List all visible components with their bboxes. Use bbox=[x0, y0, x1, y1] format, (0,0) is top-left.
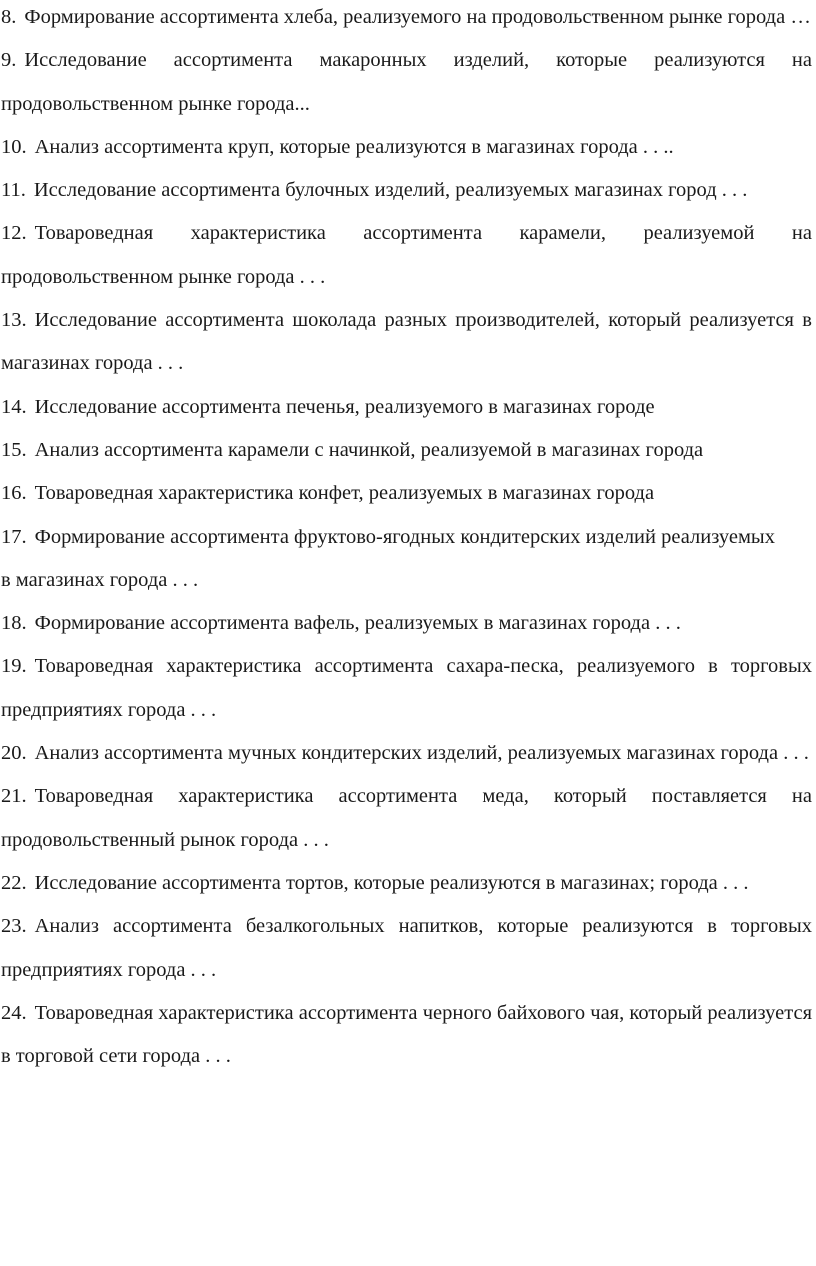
item-text: Анализ ассортимента карамели с начинкой, реализуемой в магазинах города bbox=[34, 438, 704, 461]
item-text: Исследование ассортимента тортов, которые реализуются в магазинах; города . . . bbox=[34, 871, 749, 894]
list-item bbox=[1, 0, 812, 39]
item-number: 21. bbox=[1, 785, 27, 808]
list-item bbox=[1, 862, 812, 905]
item-text: Товароведная характеристика конфет, реализуемых в магазинах города bbox=[34, 482, 655, 505]
item-text: Анализ ассортимента круп, которые реализуются в магазинах города . . .. bbox=[34, 135, 674, 158]
item-number: 20. bbox=[1, 742, 27, 765]
list-item bbox=[1, 775, 812, 862]
item-number: 9. bbox=[1, 49, 17, 72]
list-item bbox=[1, 602, 812, 645]
item-text: Формирование ассортимента вафель, реализуемых в магазинах города . . . bbox=[34, 612, 681, 635]
item-number: 8. bbox=[1, 6, 17, 28]
list-item bbox=[1, 169, 812, 212]
item-text: Анализ ассортимента безалкогольных напитков, которые реализуются в торговых предприятиях города . . . bbox=[1, 915, 812, 981]
item-text: Товароведная характеристика ассортимента карамели, реализуемой на продовольственном рынке города . . . bbox=[1, 222, 812, 288]
item-number: 14. bbox=[1, 395, 27, 418]
item-number: 23. bbox=[1, 915, 27, 938]
list-item bbox=[1, 299, 812, 386]
topic-list bbox=[1, 0, 812, 1078]
item-number: 15. bbox=[1, 438, 27, 461]
item-text: Исследование ассортимента булочных изделий, реализуемых магазинах город . . . bbox=[33, 179, 748, 202]
list-item bbox=[1, 905, 812, 992]
item-number: 10. bbox=[1, 135, 27, 158]
list-item bbox=[1, 126, 812, 169]
item-number: 16. bbox=[1, 482, 27, 505]
item-number: 17. bbox=[1, 525, 27, 548]
item-number: 22. bbox=[1, 871, 27, 894]
item-number: 18. bbox=[1, 612, 27, 635]
item-text: Формирование ассортимента хлеба, реализуемого на продовольственном рынке города … bbox=[24, 6, 811, 28]
item-text: Товароведная характеристика ассортимента черного байхового чая, который реализуется в торговой сети города . . . bbox=[1, 1001, 812, 1068]
item-text: Анализ ассортимента мучных кондитерских изделий, реализуемых магазинах города . . . bbox=[34, 742, 809, 765]
list-item bbox=[1, 39, 812, 126]
list-item bbox=[1, 645, 812, 732]
item-text: Формирование ассортимента фруктово-ягодных кондитерских изделий реализуемых в магазинах города . . . bbox=[1, 525, 775, 591]
item-text: Исследование ассортимента печенья, реализуемого в магазинах городе bbox=[34, 395, 655, 418]
item-number: 24. bbox=[1, 1001, 27, 1024]
item-number: 13. bbox=[1, 309, 27, 332]
list-item bbox=[1, 732, 812, 775]
item-text: Исследование ассортимента шоколада разных производителей, который реализуется в магазинах города . . . bbox=[1, 309, 812, 375]
list-item bbox=[1, 516, 812, 603]
list-item bbox=[1, 212, 812, 299]
item-number: 12. bbox=[1, 222, 27, 245]
item-text: Товароведная характеристика ассортимента сахара-песка, реализуемого в торговых предприятиях города . . . bbox=[1, 655, 812, 721]
item-text: Исследование ассортимента макаронных изделий, которые реализуются на продовольственном рынке города... bbox=[1, 49, 812, 115]
list-item bbox=[1, 386, 812, 429]
item-text: Товароведная характеристика ассортимента меда, который поставляется на продовольственный рынок города . . . bbox=[1, 785, 812, 851]
item-number: 19. bbox=[1, 655, 27, 678]
list-item bbox=[1, 472, 812, 515]
list-item bbox=[1, 992, 812, 1079]
item-number: 11. bbox=[1, 179, 26, 202]
list-item bbox=[1, 429, 812, 472]
